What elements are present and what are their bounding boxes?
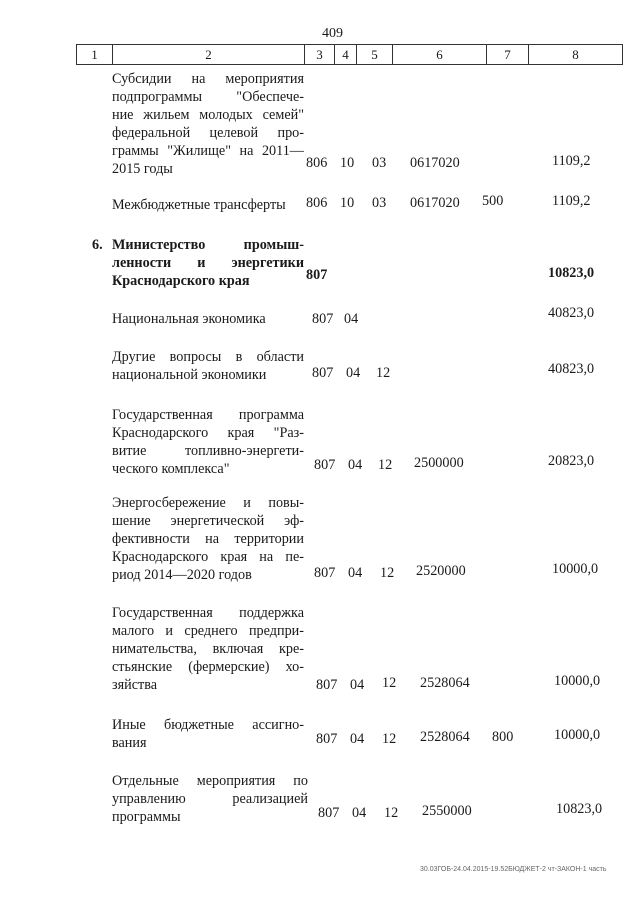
admin-code: 807 <box>312 365 334 381</box>
table-row <box>0 716 640 756</box>
amount: 40823,0 <box>548 305 595 321</box>
section-code: 04 <box>352 805 367 821</box>
admin-code: 807 <box>314 457 336 473</box>
column-header-6: 6 <box>393 45 487 65</box>
section-code: 04 <box>346 365 361 381</box>
row-name <box>112 348 304 384</box>
name-line: Краснодарского края <box>112 273 250 289</box>
subsection-code: 12 <box>376 365 391 381</box>
name-line: подпрограммы "Обеспече- <box>112 89 304 105</box>
name-line: Субсидии на мероприятия <box>112 71 304 87</box>
name-line: программы <box>112 809 181 825</box>
name-line: национальной экономики <box>112 367 267 383</box>
admin-code: 807 <box>306 267 328 283</box>
amount: 1109,2 <box>552 193 591 209</box>
section-code: 04 <box>348 565 363 581</box>
name-line: риод 2014—2020 годов <box>112 567 252 583</box>
table-row <box>0 236 640 292</box>
row-name <box>112 310 312 328</box>
name-line: граммы "Жилище" на 2011— <box>112 143 304 159</box>
target-code: 2528064 <box>420 729 470 745</box>
name-line: Краснодарского края "Раз- <box>112 425 304 441</box>
amount: 10823,0 <box>548 265 595 281</box>
name-line: федеральной целевой про- <box>112 125 304 141</box>
subsection-code: 12 <box>380 565 395 581</box>
target-code: 2550000 <box>422 803 472 819</box>
admin-code: 807 <box>316 677 338 693</box>
column-header-2: 2 <box>113 45 305 65</box>
column-header-7: 7 <box>487 45 529 65</box>
column-header-row <box>76 44 623 65</box>
admin-code: 807 <box>316 731 338 747</box>
target-code: 2520000 <box>416 563 466 579</box>
amount: 20823,0 <box>548 453 595 469</box>
table-row <box>0 192 640 214</box>
subsection-code: 12 <box>378 457 393 473</box>
row-name <box>112 604 304 694</box>
page-number: 409 <box>322 26 343 41</box>
name-line: Отдельные мероприятия по <box>112 773 308 789</box>
name-line: шение энергетической эф- <box>112 513 304 529</box>
name-line: фективности на территории <box>112 531 304 547</box>
table-row <box>0 304 640 328</box>
name-line: Межбюджетные трансферты <box>112 197 286 213</box>
name-line: стьянские (фермерские) хо- <box>112 659 304 675</box>
subsection-code: 12 <box>382 731 397 747</box>
target-code: 2500000 <box>414 455 464 471</box>
row-name <box>112 716 304 752</box>
section-number: 6. <box>92 237 103 253</box>
name-line: Иные бюджетные ассигно- <box>112 717 304 733</box>
amount: 10823,0 <box>556 801 603 817</box>
name-line: малого и среднего предпри- <box>112 623 304 639</box>
name-line: витие топливно-энергети- <box>112 443 304 459</box>
name-line: Государственная программа <box>112 407 304 423</box>
name-line: ние жильем молодых семей" <box>112 107 304 123</box>
row-name <box>112 406 304 478</box>
target-code: 2528064 <box>420 675 470 691</box>
target-code: 0617020 <box>410 195 460 211</box>
expense-type-code: 800 <box>492 729 514 745</box>
section-code: 04 <box>344 311 359 327</box>
row-name <box>112 70 304 178</box>
column-header-1: 1 <box>77 45 113 65</box>
subsection-code: 12 <box>384 805 399 821</box>
section-code: 04 <box>350 677 365 693</box>
name-line: Энергосбережение и повы- <box>112 495 304 511</box>
row-name <box>112 196 312 214</box>
amount: 1109,2 <box>552 153 591 169</box>
table-row <box>0 604 640 696</box>
row-name <box>112 236 304 290</box>
subsection-code: 12 <box>382 675 397 691</box>
section-code: 10 <box>340 155 355 171</box>
amount: 40823,0 <box>548 361 595 377</box>
table-row <box>0 772 640 830</box>
name-line: 2015 годы <box>112 161 173 177</box>
column-header-3: 3 <box>305 45 335 65</box>
admin-code: 807 <box>312 311 334 327</box>
name-line: управлению реализацией <box>112 791 308 807</box>
column-header-8: 8 <box>529 45 623 65</box>
admin-code: 806 <box>306 195 328 211</box>
name-line: ческого комплекса" <box>112 461 230 477</box>
name-line: зяйства <box>112 677 158 693</box>
table-row <box>0 348 640 388</box>
subsection-code: 03 <box>372 155 387 171</box>
amount: 10000,0 <box>552 561 599 577</box>
table-row <box>0 494 640 586</box>
name-line: Государственная поддержка <box>112 605 304 621</box>
target-code: 0617020 <box>410 155 460 171</box>
amount: 10000,0 <box>554 727 601 743</box>
name-line: Национальная экономика <box>112 311 266 327</box>
row-name <box>112 494 304 584</box>
table-row <box>0 406 640 482</box>
name-line: нимательства, включая кре- <box>112 641 304 657</box>
section-code: 04 <box>348 457 363 473</box>
table-row <box>0 70 640 178</box>
name-line: Другие вопросы в области <box>112 349 304 365</box>
section-code: 04 <box>350 731 365 747</box>
admin-code: 807 <box>314 565 336 581</box>
name-line: ленности и энергетики <box>112 255 304 271</box>
name-line: Министерство промыш- <box>112 237 304 253</box>
amount: 10000,0 <box>554 673 601 689</box>
name-line: вания <box>112 735 147 751</box>
name-line: Краснодарского края на пе- <box>112 549 304 565</box>
expense-type-code: 500 <box>482 193 504 209</box>
admin-code: 806 <box>306 155 328 171</box>
column-header-5: 5 <box>357 45 393 65</box>
admin-code: 807 <box>318 805 340 821</box>
row-name <box>112 772 308 826</box>
footer-code: 30.03ГОБ-24.04.2015-19.52БЮДЖЕТ-2 чт-ЗАКОН-1 часть <box>420 866 607 873</box>
section-code: 10 <box>340 195 355 211</box>
subsection-code: 03 <box>372 195 387 211</box>
column-header-4: 4 <box>335 45 357 65</box>
